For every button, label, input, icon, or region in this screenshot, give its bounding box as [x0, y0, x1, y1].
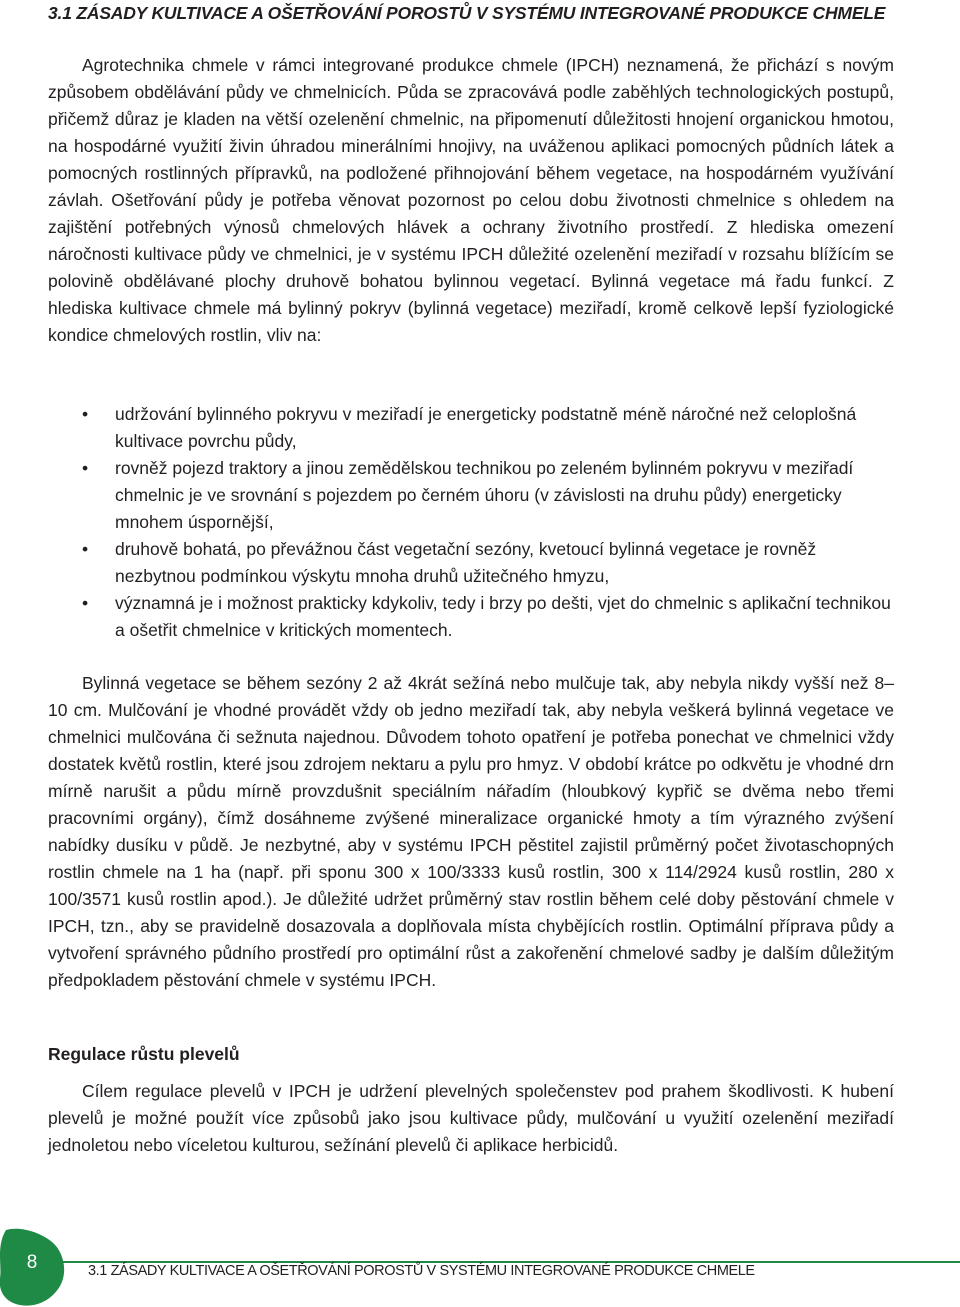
footer-running-title: 3.1 ZÁSADY KULTIVACE A OŠETŘOVÁNÍ POROSTŮ V SYSTÉMU INTEGROVANÉ PRODUKCE CHMELE [88, 1263, 755, 1279]
mulching-paragraph: Bylinná vegetace se během sezóny 2 až 4krát sežíná nebo mulčuje tak, aby nebyla nikdy vyšší než 8–10 cm. Mulčování je vhodné provádět vždy ob jedno meziřadí tak, aby nebyla veškerá bylinná vegetace ve chmelnici mulčována či sežnuta najednou. Důvodem tohoto opatření je potřeba ponechat ve chmelnici vždy dostatek květů rostlin, které jsou zdrojem nektaru a pylu pro hmyz. V období krátce po odkvětu je vhodné drn mírně narušit a půdu mírně provzdušnit speciálním nářadím (hloubkový kypřič se dvěma nebo třemi pracovními orgány), čímž dosáhneme zvýšené mineralizace organické hmoty a tím výrazného zvýšení nabídky dusíku v půdě. Je nezbytné, aby v systému IPCH pěstitel zajistil průměrný počet životaschopných rostlin chmele na 1 ha (např. při sponu 300 x 100/3333 kusů rostlin, 300 x 114/2924 kusů rostlin, 280 x 100/3571 kusů rostlin apod.). Je důležité udržet průměrný stav rostlin během celé doby pěstování chmele v IPCH, tzn., aby se pravidelně dosazovala a doplňovala místa chybějících rostlin. Optimální příprava půdy a vytvoření správného půdního prostředí pro optimální růst a zakořenění chmelové sadby je dalším důležitým předpokladem pěstování chmele v systému IPCH. [48, 673, 894, 990]
list-item [48, 401, 894, 455]
section-heading: 3.1 ZÁSADY KULTIVACE A OŠETŘOVÁNÍ POROSTŮ V SYSTÉMU INTEGROVANÉ PRODUKCE CHMELE [48, 3, 886, 23]
bullet-marker: • [82, 539, 89, 559]
intro-paragraph: Agrotechnika chmele v rámci integrované produkce chmele (IPCH) neznamená, že přichází s novým způsobem obdělávání půdy ve chmelnicích. Půda se zpracovává podle zaběhlých technologických postupů, přičemž důraz je kladen na větší ozelenění chmelnic, na připomenutí důležitosti hnojení organickou hmotou, na hospodárné využití živin úhradou minerálními hnojivy, na uváženou aplikaci pomocných půdních látek a pomocných rostlinných přípravků, na podložené přihnojování během vegetace, na hospodárném využívání závlah. Ošetřování půdy je potřeba věnovat pozornost po celou dobu životnosti chmelnice s ohledem na zajištění potřebných výnosů chmelových hlávek a ochrany životního prostředí. Z hlediska omezení náročnosti kultivace půdy ve chmelnici, je v systému IPCH důležité ozelenění meziřadí v rozsahu blížícím se polovině obdělávané plochy druhově bohatou bylinnou vegetací. Bylinná vegetace má řadu funkcí. Z hlediska kultivace chmele má bylinný pokryv (bylinná vegetace) meziřadí, kromě celkově lepší fyziologické kondice chmelových rostlin, vliv na: [48, 55, 894, 345]
bullet-marker: • [82, 404, 89, 424]
benefits-list [48, 401, 894, 644]
list-item [48, 590, 894, 644]
list-item [48, 536, 894, 590]
bullet-marker: • [82, 593, 89, 613]
weed-regulation-paragraph: Cílem regulace plevelů v IPCH je udržení plevelných společenstev pod prahem škodlivosti. K hubení plevelů je možné použít více způsobů jako jsou kultivace půdy, mulčování u využití ozelenění meziřadí jednoletou nebo víceletou kulturou, sežínání plevelů či aplikace herbicidů. [48, 1081, 894, 1155]
list-item-text: udržování bylinného pokryvu v meziřadí je energeticky podstatně méně náročné než celoplošná kultivace povrchu půdy, [115, 404, 857, 451]
list-item [48, 455, 894, 536]
bullet-marker: • [82, 458, 89, 478]
list-item-text: druhově bohatá, po převážnou část vegetační sezóny, kvetoucí bylinná vegetace je rovněž nezbytnou podmínkou výskytu mnoha druhů užitečného hmyzu, [115, 539, 817, 586]
list-item-text: rovněž pojezd traktory a jinou zemědělskou technikou po zeleném bylinném pokryvu v meziřadí chmelnic je ve srovnání s pojezdem po černém úhoru (v závislosti na druhu půdy) energeticky mnohem úspornější, [115, 458, 854, 532]
list-item-text: významná je i možnost prakticky kdykoliv, tedy i brzy po dešti, vjet do chmelnic s aplikační technikou a ošetřit chmelnice v kritických momentech. [115, 593, 891, 640]
weed-regulation-heading: Regulace růstu plevelů [48, 1044, 240, 1064]
page-number: 8 [26, 1252, 38, 1273]
